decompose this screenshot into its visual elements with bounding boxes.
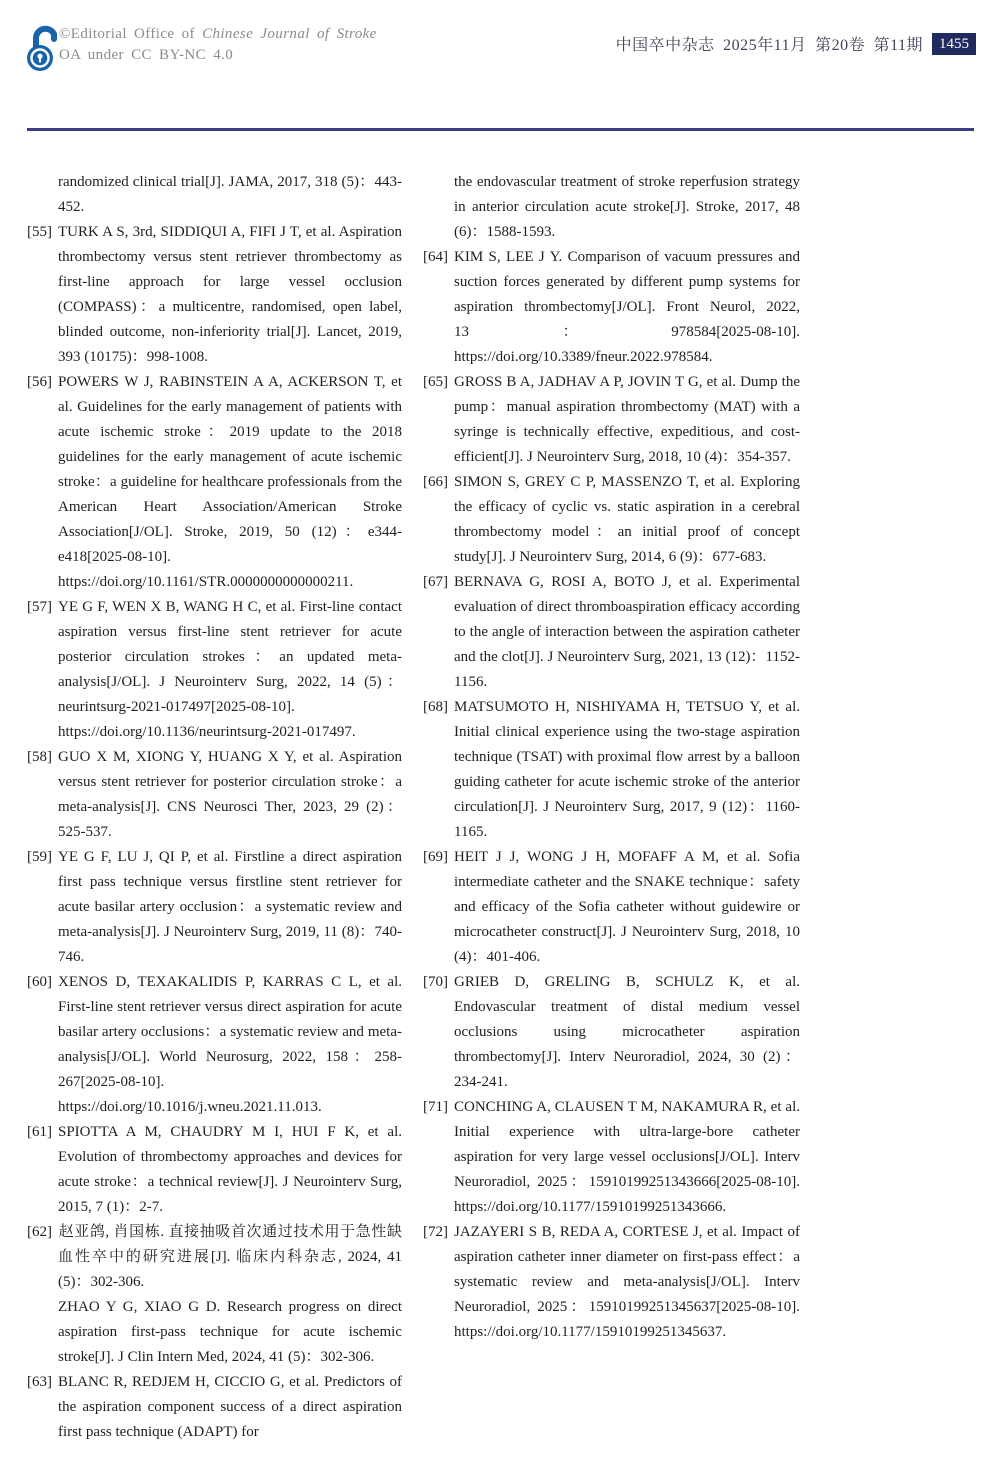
reference-entry [423, 1095, 800, 1220]
reference-number: [72] [423, 1224, 448, 1240]
references-right-column [423, 170, 800, 1445]
reference-entry [423, 695, 800, 845]
issue-info: 中国卒中杂志 2025年11月 第20卷 第11期 [615, 37, 923, 54]
reference-number: [62] [27, 1224, 52, 1240]
reference-text: HEIT J J, WONG J H, MOFAFF A M, et al. Sofia intermediate catheter and the SNAKE technique：safety and efficacy of the Sofia catheter without guidewire or microcatheter construct[J]. J Neurointerv Surg, 2018, 10 (4)：401-406. [454, 849, 800, 965]
reference-entry [423, 1220, 800, 1345]
references-section [27, 170, 1000, 1445]
reference-text: GRIEB D, GRELING B, SCHULZ K, et al. Endovascular treatment of distal medium vessel occlusions using microcatheter aspiration thrombectomy[J]. Interv Neuroradiol, 2024, 30 (2)：234-241. [454, 974, 800, 1090]
reference-entry [423, 245, 800, 370]
reference-number: [65] [423, 374, 448, 390]
page-header [0, 0, 1000, 128]
references-left-column [27, 170, 402, 1445]
journal-name-english: Chinese Journal of Stroke [202, 26, 377, 42]
reference-text: the endovascular treatment of stroke reperfusion strategy in anterior circulation acute stroke[J]. Stroke, 2017, 48 (6)：1588-1593. [454, 174, 800, 240]
reference-number: [71] [423, 1099, 448, 1115]
reference-number: [67] [423, 574, 448, 590]
reference-entry [423, 370, 800, 470]
reference-number: [69] [423, 849, 448, 865]
header-right [616, 32, 976, 55]
reference-entry [27, 970, 402, 1120]
reference-number: [57] [27, 599, 52, 615]
reference-number: [66] [423, 474, 448, 490]
reference-entry [27, 1220, 402, 1295]
reference-text: XENOS D, TEXAKALIDIS P, KARRAS C L, et al. First-line stent retriever versus direct aspiration for acute basilar artery occlusions：a systematic review and meta-analysis[J/OL]. World Neurosurg, 2022, 158：258-267[2025-08-10]. https://doi.org/10.1016/j.wneu.2021.11.013. [58, 974, 402, 1115]
reference-entry [27, 220, 402, 370]
reference-text: randomized clinical trial[J]. JAMA, 2017, 318 (5)：443-452. [58, 174, 402, 215]
reference-text: CONCHING A, CLAUSEN T M, NAKAMURA R, et al. Initial experience with ultra-large-bore catheter aspiration for very large vessel occlusions[J/OL]. Interv Neuroradiol, 2025：15910199251343666[2025-08-10]. https://doi.org/10.1177/15910199251343666. [454, 1099, 800, 1215]
reference-text: BLANC R, REDJEM H, CICCIO G, et al. Predictors of the aspiration component success of a direct aspiration first pass technique (ADAPT) for [58, 1374, 402, 1440]
reference-text: JAZAYERI S B, REDA A, CORTESE J, et al. Impact of aspiration catheter inner diameter on first-pass effect：a systematic review and meta-analysis[J/OL]. Interv Neuroradiol, 2025：15910199251345637[2025-08-10]. https://doi.org/10.1177/15910199251345637. [454, 1224, 800, 1340]
reference-text: KIM S, LEE J Y. Comparison of vacuum pressures and suction forces generated by different pump systems for aspiration thrombectomy[J/OL]. Front Neurol, 2022, 13：978584[2025-08-10]. https://doi.org/10.3389/fneur.2022.978584. [454, 249, 800, 365]
reference-number: [70] [423, 974, 448, 990]
copyright-prefix: ©Editorial Office of [59, 26, 203, 42]
reference-entry [423, 470, 800, 570]
reference-entry [27, 1295, 402, 1370]
reference-number: [61] [27, 1124, 52, 1140]
reference-number: [63] [27, 1374, 52, 1390]
reference-text: YE G F, WEN X B, WANG H C, et al. First-line contact aspiration versus first-line stent retriever for acute posterior circulation strokes：an updated meta-analysis[J/OL]. J Neurointerv Surg, 2022, 14 (5)：neurintsurg-2021-017497[2025-08-10]. https://doi.org/10.1136/neurintsurg-2021-017497. [58, 599, 402, 740]
reference-number: [68] [423, 699, 448, 715]
reference-text: YE G F, LU J, QI P, et al. Firstline a direct aspiration first pass technique versus firstline stent retriever for acute basilar artery occlusion：a systematic review and meta-analysis[J]. J Neurointerv Surg, 2019, 11 (8)：740-746. [58, 849, 402, 965]
reference-number: [60] [27, 974, 52, 990]
header-divider [27, 128, 974, 131]
reference-text: ZHAO Y G, XIAO G D. Research progress on direct aspiration first-pass technique for acute ischemic stroke[J]. J Clin Intern Med, 2024, 41 (5)：302-306. [58, 1299, 402, 1365]
reference-text: POWERS W J, RABINSTEIN A A, ACKERSON T, et al. Guidelines for the early management of patients with acute ischemic stroke：2019 update to the 2018 guidelines for the early management of acute ischemic stroke：a guideline for healthcare professionals from the American Heart Association/American Stroke Association[J/OL]. Stroke, 2019, 50 (12)：e344-e418[2025-08-10]. https://doi.org/10.1161/STR.0000000000000211. [58, 374, 402, 590]
reference-text: SIMON S, GREY C P, MASSENZO T, et al. Exploring the efficacy of cyclic vs. static aspiration in a cerebral thrombectomy model：an initial proof of concept study[J]. J Neurointerv Surg, 2014, 6 (9)：677-683. [454, 474, 800, 565]
copyright-block [59, 24, 377, 66]
reference-number: [58] [27, 749, 52, 765]
reference-text: SPIOTTA A M, CHAUDRY M I, HUI F K, et al. Evolution of thrombectomy approaches and devices for acute stroke：a technical review[J]. J Neurointerv Surg, 2015, 7 (1)：2-7. [58, 1124, 402, 1215]
open-access-lock-icon [26, 24, 58, 72]
reference-number: [55] [27, 224, 52, 240]
reference-number: [56] [27, 374, 52, 390]
reference-entry [423, 570, 800, 695]
reference-entry [423, 845, 800, 970]
reference-entry [27, 745, 402, 845]
reference-text: TURK A S, 3rd, SIDDIQUI A, FIFI J T, et al. Aspiration thrombectomy versus stent retriever thrombectomy as first-line approach for large vessel occlusion (COMPASS)：a multicentre, randomised, open label, blinded outcome, non-inferiority trial[J]. Lancet, 2019, 393 (10175)：998-1008. [58, 224, 402, 365]
reference-text: 赵亚鸽, 肖国栋. 直接抽吸首次通过技术用于急性缺血性卒中的研究进展[J]. 临床内科杂志, 2024, 41 (5)：302-306. [58, 1224, 402, 1290]
reference-number: [64] [423, 249, 448, 265]
copyright-line [59, 24, 377, 45]
reference-entry [423, 970, 800, 1095]
reference-entry [27, 1370, 402, 1445]
page-number-badge: 1455 [932, 33, 976, 55]
reference-text: GUO X M, XIONG Y, HUANG X Y, et al. Aspiration versus stent retriever for posterior circulation stroke：a meta-analysis[J]. CNS Neurosci Ther, 2023, 29 (2)：525-537. [58, 749, 402, 840]
reference-entry [423, 170, 800, 245]
reference-text: BERNAVA G, ROSI A, BOTO J, et al. Experimental evaluation of direct thromboaspiration efficacy according to the angle of interaction between the aspiration catheter and the clot[J]. J Neurointerv Surg, 2021, 13 (12)：1152-1156. [454, 574, 800, 690]
reference-number: [59] [27, 849, 52, 865]
reference-entry [27, 595, 402, 745]
reference-text: GROSS B A, JADHAV A P, JOVIN T G, et al. Dump the pump：manual aspiration thrombectomy (MAT) with a syringe is technically effective, expeditious, and cost-efficient[J]. J Neurointerv Surg, 2018, 10 (4)：354-357. [454, 374, 800, 465]
reference-text: MATSUMOTO H, NISHIYAMA H, TETSUO Y, et al. Initial clinical experience using the two-stage aspiration technique (TSAT) with proximal flow arrest by a balloon guiding catheter for acute ischemic stroke of the anterior circulation[J]. J Neurointerv Surg, 2017, 9 (12)：1160-1165. [454, 699, 800, 840]
reference-entry [27, 370, 402, 595]
reference-entry [27, 170, 402, 220]
reference-entry [27, 1120, 402, 1220]
oa-license-line: OA under CC BY-NC 4.0 [59, 47, 234, 63]
reference-entry [27, 845, 402, 970]
